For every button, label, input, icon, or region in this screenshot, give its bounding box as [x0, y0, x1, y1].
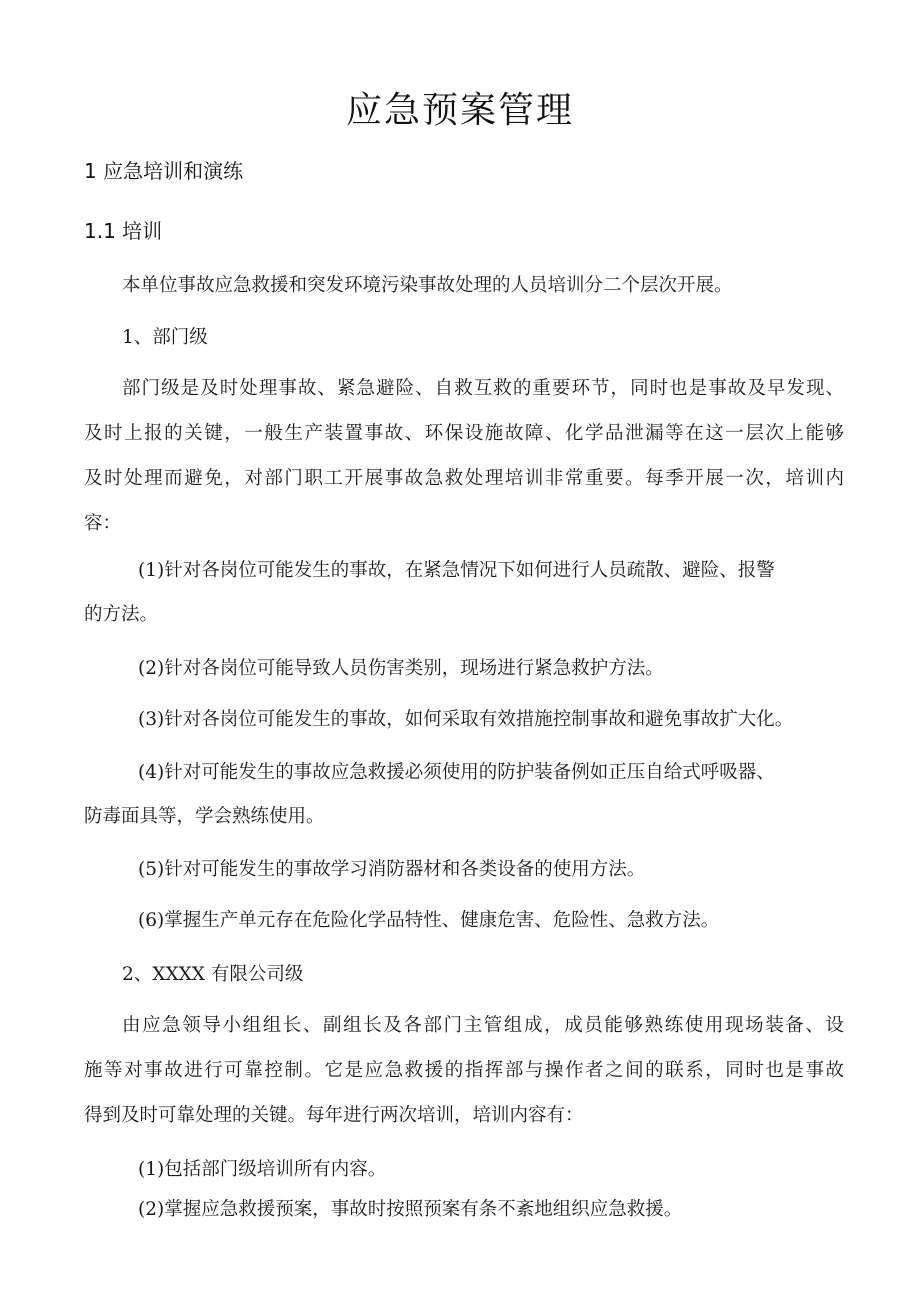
- level2-paragraph-line: 由应急领导小组组长、副组长及各部门主管组成，成员能够熟练使用现场装备、设: [122, 1015, 844, 1036]
- level2-item-2: (2)掌握应急救援预案，事故时按照预案有条不紊地组织应急救援。: [138, 1199, 683, 1220]
- level1-item-3: (3)针对各岗位可能发生的事故，如何采取有效措施控制事故和避免事故扩大化。: [138, 709, 794, 730]
- level1-paragraph-line: 部门级是及时处理事故、紧急避险、自救互救的重要环节，同时也是事故及早发现、: [122, 378, 844, 399]
- level1-item-6: (6)掌握生产单元存在危险化学品特性、健康危害、危险性、急救方法。: [138, 910, 720, 931]
- level1-item-1-cont: 的方法。: [84, 604, 159, 625]
- level1-item-5: (5)针对可能发生的事故学习消防器材和各类设备的使用方法。: [138, 859, 646, 880]
- level2-item-1: (1)包括部门级培训所有内容。: [138, 1159, 387, 1180]
- section-heading-1: 1 应急培训和演练: [84, 159, 244, 183]
- subsection-heading-1-1: 1.1 培训: [84, 219, 163, 243]
- level1-paragraph-line: 及时上报的关键，一般生产装置事故、环保设施故障、化学品泄漏等在这一层次上能够: [84, 423, 844, 444]
- level1-paragraph-line: 容：: [84, 513, 122, 534]
- level2-paragraph-line: 施等对事故进行可靠控制。它是应急救援的指挥部与操作者之间的联系，同时也是事故: [84, 1060, 844, 1081]
- document-title: 应急预案管理: [345, 90, 574, 131]
- level1-paragraph-line: 及时处理而避免，对部门职工开展事故急救处理培训非常重要。每季开展一次，培训内: [84, 468, 844, 489]
- level1-item-4-cont: 防毒面具等，学会熟练使用。: [84, 806, 325, 827]
- intro-paragraph: 本单位事故应急救援和突发环境污染事故处理的人员培训分二个层次开展。: [122, 275, 733, 296]
- level1-heading: 1、部门级: [122, 327, 208, 348]
- level1-item-2: (2)针对各岗位可能导致人员伤害类别，现场进行紧急救护方法。: [138, 658, 664, 679]
- level1-item-1: (1)针对各岗位可能发生的事故，在紧急情况下如何进行人员疏散、避险、报警: [138, 560, 775, 581]
- level2-heading: 2、XXXX 有限公司级: [122, 964, 304, 985]
- level1-item-4: (4)针对可能发生的事故应急救援必须使用的防护装备例如正压自给式呼吸器、: [138, 762, 775, 783]
- level2-paragraph-line: 得到及时可靠处理的关键。每年进行两次培训，培训内容有：: [84, 1105, 584, 1126]
